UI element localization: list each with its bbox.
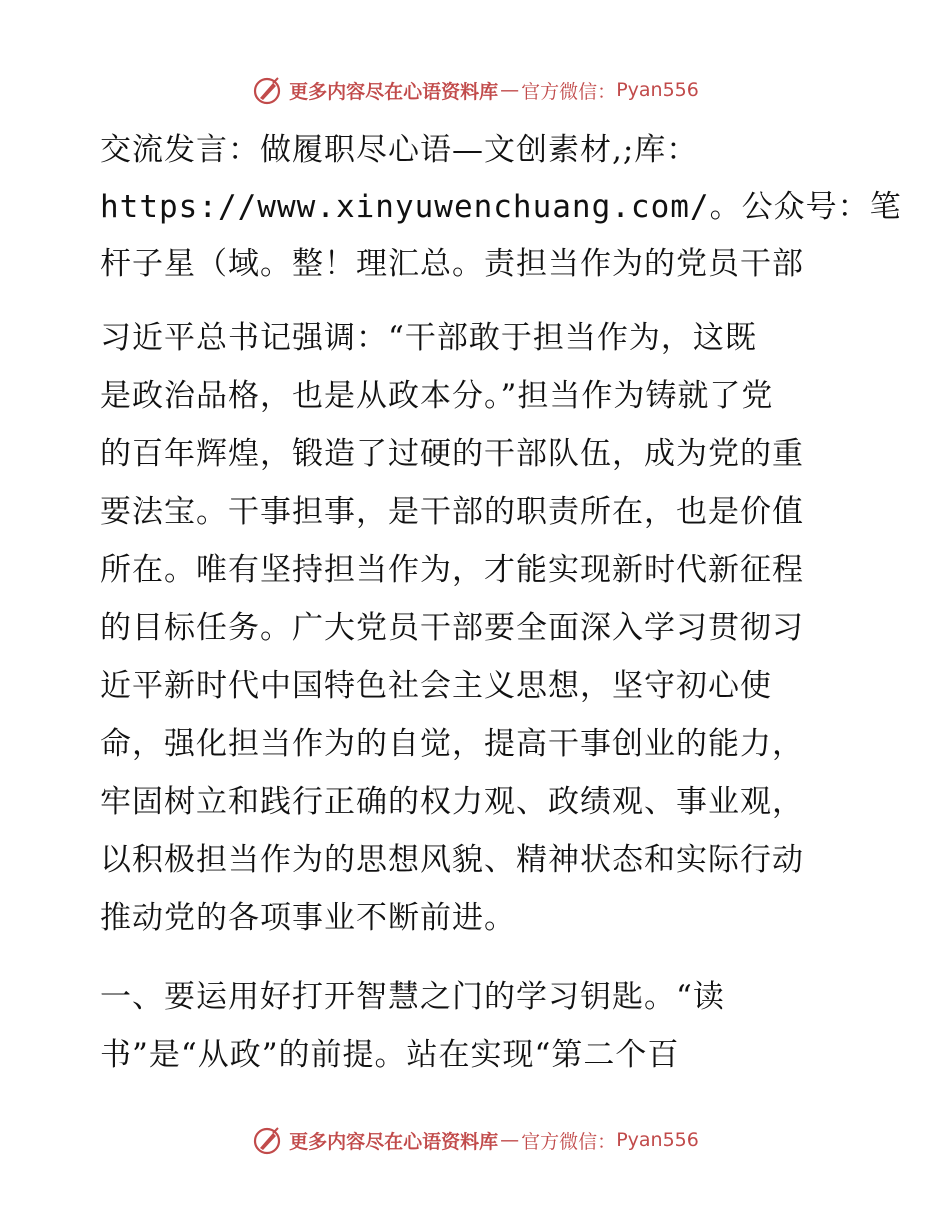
quill-logo-icon [251,74,283,106]
banner-dash: — [500,79,520,101]
body-line: 近平新时代中国特色社会主义思想，坚守初心使 [100,668,772,704]
body-line: 推动党的各项事业不断前进。 [100,900,516,936]
header-watermark-banner [0,70,950,110]
body-line: 命，强化担当作为的自觉，提高干事创业的能力， [100,726,804,762]
body-line: 交流发言：做履职尽心语—文创素材,;库： [100,132,699,168]
banner-main-text: 更多内容尽在心语资料库 [289,80,499,103]
body-line: 以积极担当作为的思想风貌、精神状态和实际行动 [100,842,804,878]
body-line: https://www.xinyuwenchuang.com/。公众号：笔 [100,189,902,225]
banner-wechat-id: Pyan556 [616,1129,699,1151]
body-line: 是政治品格，也是从政本分。”担当作为铸就了党 [100,378,774,414]
body-line: 的目标任务。广大党员干部要全面深入学习贯彻习 [100,610,804,646]
body-line: 书”是“从政”的前提。站在实现“第二个百 [100,1037,680,1073]
banner-official-label: 官方微信： [521,1130,617,1153]
body-line: 一、要运用好打开智慧之门的学习钥匙。“读 [100,979,725,1015]
banner-official-label: 官方微信： [521,80,617,103]
body-line: 的百年辉煌，锻造了过硬的干部队伍，成为党的重 [100,436,804,472]
footer-watermark-banner [0,1120,950,1160]
banner-main-text: 更多内容尽在心语资料库 [289,1130,499,1153]
banner-dash: — [500,1129,520,1151]
body-line: 所在。唯有坚持担当作为，才能实现新时代新征程 [100,552,804,588]
quill-logo-icon [251,1124,283,1156]
body-line: 习近平总书记强调：“干部敢于担当作为，这既 [100,320,757,356]
body-line: 牢固树立和践行正确的权力观、政绩观、事业观， [100,784,804,820]
body-line: 要法宝。干事担事，是干部的职责所在，也是价值 [100,494,804,530]
body-line: 杆子星（域。整！理汇总。责担当作为的党员干部 [100,246,804,282]
banner-wechat-id: Pyan556 [616,79,699,101]
